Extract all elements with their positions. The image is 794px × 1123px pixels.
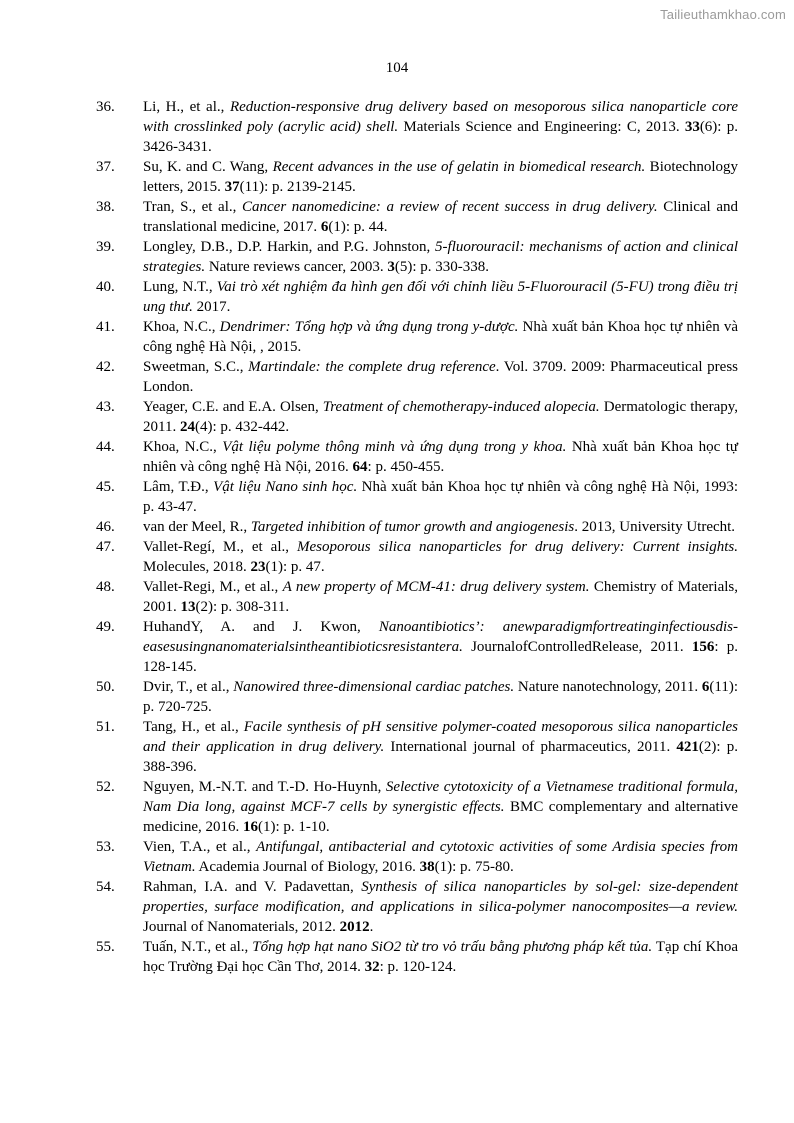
reference-segment: Biotechnology letters, 2015.: [143, 159, 739, 195]
reference-number: 49.: [96, 619, 115, 635]
reference-item: [96, 477, 738, 517]
reference-text: [143, 397, 738, 437]
reference-segment: Vallet-Regí, M., et al.,: [143, 539, 297, 555]
reference-number: 52.: [96, 779, 115, 795]
reference-volume: 16: [242, 819, 258, 835]
reference-item: [96, 777, 738, 837]
reference-text: [143, 437, 738, 477]
reference-segment: Tran, S., et al.,: [143, 199, 243, 215]
reference-text: [143, 777, 738, 837]
reference-segment: Khoa, N.C.,: [143, 319, 220, 335]
reference-volume: 421: [676, 739, 699, 755]
reference-segment: Khoa, N.C.,: [143, 439, 223, 455]
reference-text: [143, 577, 738, 617]
reference-item: [96, 357, 738, 397]
reference-segment: Nature reviews cancer, 2003.: [205, 259, 388, 275]
reference-title: Mesoporous silica nanoparticles for drug delivery: Current insights.: [296, 539, 738, 555]
reference-title: Cancer nanomedicine: a review of recent success in drug delivery.: [242, 199, 658, 215]
reference-segment: .: [369, 919, 374, 935]
reference-number: 48.: [96, 579, 115, 595]
reference-segment: Lung, N.T.,: [143, 279, 217, 295]
reference-item: [96, 277, 738, 317]
reference-segment: International journal of pharmaceutics, 2011.: [384, 739, 677, 755]
reference-item: [96, 837, 738, 877]
reference-item: [96, 197, 738, 237]
reference-text: [143, 477, 738, 517]
reference-number: 50.: [96, 679, 115, 695]
reference-text: [143, 617, 738, 677]
reference-number: 39.: [96, 239, 115, 255]
reference-segment: Nguyen, M.-N.T. and T.-D. Ho-Huynh,: [143, 779, 386, 795]
reference-title: Facile synthesis of pH sensitive polymer-coated mesoporous silica nanoparticles and their application in drug delivery.: [143, 719, 738, 755]
reference-segment: Longley, D.B., D.P. Harkin, and P.G. Johnston,: [143, 239, 436, 255]
reference-segment: Sweetman, S.C.,: [143, 359, 249, 375]
reference-segment: . Vol. 3709. 2009: Pharmaceutical press London.: [143, 359, 738, 395]
reference-title: Dendrimer: Tổng hợp và ứng dụng trong y-dược.: [219, 319, 519, 335]
reference-volume: 32: [364, 959, 380, 975]
reference-segment: : p. 120-124.: [379, 959, 457, 975]
reference-segment: Tang, H., et al.,: [143, 719, 244, 735]
reference-segment: Nhà xuất bản Khoa học tự nhiên và công nghệ Hà Nội, , 2015.: [143, 319, 739, 355]
page-number: 104: [385, 60, 409, 76]
reference-segment: (2): p. 388-396.: [143, 739, 738, 775]
reference-segment: Molecules, 2018.: [143, 559, 251, 575]
reference-volume: 24: [179, 419, 195, 435]
reference-segment: Nhà xuất bản Khoa học tự nhiên và công nghệ Hà Nội, 1993: p. 43-47.: [143, 479, 738, 515]
reference-segment: Chemistry of Materials, 2001.: [143, 579, 738, 615]
reference-number: 41.: [96, 319, 115, 335]
reference-number: 51.: [96, 719, 115, 735]
reference-segment: Su, K. and C. Wang,: [143, 159, 273, 175]
reference-volume: 6: [320, 219, 329, 235]
watermark-text: Tailieuthamkhao.com: [660, 7, 786, 22]
reference-text: [143, 277, 738, 317]
reference-volume: 64: [352, 459, 368, 475]
reference-segment: Dvir, T., et al.,: [143, 679, 234, 695]
reference-text: [143, 937, 738, 977]
reference-title: Targeted inhibition of tumor growth and angiogenesis: [250, 519, 575, 535]
reference-number: 43.: [96, 399, 115, 415]
reference-segment: Nature nanotechnology, 2011.: [514, 679, 702, 695]
reference-segment: (6): p. 3426-3431.: [143, 119, 738, 155]
reference-title: Nanowired three-dimensional cardiac patches.: [233, 679, 515, 695]
reference-text: [143, 97, 738, 157]
reference-volume: 13: [180, 599, 196, 615]
reference-title: A new property of MCM-41: drug delivery system.: [282, 579, 590, 595]
reference-segment: Academia Journal of Biology, 2016.: [195, 859, 420, 875]
reference-segment: (5): p. 330-338.: [394, 259, 489, 275]
reference-item: [96, 937, 738, 977]
reference-title: Selective cytotoxicity of a Vietnamese traditional formula, Nam Dia long, against MCF-7 cells by synergistic effects.: [143, 779, 738, 815]
reference-number: 55.: [96, 939, 115, 955]
reference-item: [96, 157, 738, 197]
reference-number: 37.: [96, 159, 115, 175]
reference-segment: Dermatologic therapy, 2011.: [143, 399, 739, 435]
reference-segment: (2): p. 308-311.: [195, 599, 290, 615]
reference-item: [96, 237, 738, 277]
reference-title: Vai trò xét nghiệm đa hình gen đối với chỉnh liều 5-Fluorouracil (5-FU) trong điều trị ung thư.: [143, 279, 738, 315]
reference-volume: 156: [691, 639, 715, 655]
reference-segment: Vien, T.A., et al.,: [143, 839, 257, 855]
reference-item: [96, 877, 738, 937]
reference-segment: Tuấn, N.T., et al.,: [143, 939, 253, 955]
reference-title: Nanoantibiotics’: anewparadigmfortreatinginfectiousdis-easesusingnanomaterialsintheantibioticsresistantera.: [143, 619, 738, 655]
reference-item: [96, 437, 738, 477]
reference-segment: Tạp chí Khoa học Trường Đại học Cần Thơ, 2014.: [143, 939, 738, 975]
reference-list: [96, 97, 738, 977]
reference-segment: BMC complementary and alternative medicine, 2016.: [143, 799, 738, 835]
reference-volume: 6: [701, 679, 710, 695]
reference-segment: Yeager, C.E. and E.A. Olsen,: [143, 399, 323, 415]
reference-number: 38.: [96, 199, 115, 215]
reference-item: [96, 517, 738, 537]
reference-item: [96, 717, 738, 777]
reference-item: [96, 577, 738, 617]
reference-segment: JournalofControlledRelease, 2011.: [462, 639, 692, 655]
reference-item: [96, 97, 738, 157]
reference-number: 42.: [96, 359, 115, 375]
reference-segment: Rahman, I.A. and V. Padavettan,: [143, 879, 362, 895]
reference-segment: Nhà xuất bản Khoa học tự nhiên và công nghệ Hà Nội, 2016.: [143, 439, 739, 475]
reference-item: [96, 677, 738, 717]
reference-segment: (11): p. 2139-2145.: [239, 179, 356, 195]
reference-volume: 33: [684, 119, 700, 135]
reference-text: [143, 237, 738, 277]
reference-segment: Clinical and translational medicine, 2017.: [143, 199, 738, 235]
reference-segment: . 2013, University Utrecht.: [574, 519, 736, 535]
reference-title: Reduction-responsive drug delivery based on mesoporous silica nanoparticle core with crosslinked poly (acrylic acid) shell.: [143, 99, 738, 135]
reference-segment: Journal of Nanomaterials, 2012.: [143, 919, 340, 935]
reference-segment: (4): p. 432-442.: [194, 419, 290, 435]
reference-segment: HuhandY, A. and J. Kwon,: [143, 619, 379, 635]
reference-volume: 2012: [339, 919, 370, 935]
reference-volume: 37: [224, 179, 240, 195]
reference-text: [143, 537, 738, 577]
reference-title: 5-fluorouracil: mechanisms of action and clinical strategies.: [143, 239, 739, 275]
reference-title: Recent advances in the use of gelatin in biomedical research.: [272, 159, 646, 175]
reference-item: [96, 317, 738, 357]
reference-segment: (1): p. 44.: [328, 219, 388, 235]
reference-title: Vật liệu polyme thông minh và ứng dụng trong y khoa.: [222, 439, 567, 455]
reference-item: [96, 537, 738, 577]
reference-segment: 2017.: [192, 299, 231, 315]
reference-title: Antifungal, antibacterial and cytotoxic activities of some Ardisia species from Vietnam.: [143, 839, 738, 875]
reference-volume: 3: [387, 259, 395, 275]
reference-number: 53.: [96, 839, 115, 855]
reference-segment: (1): p. 75-80.: [434, 859, 514, 875]
reference-number: 47.: [96, 539, 115, 555]
reference-number: 36.: [96, 99, 115, 115]
reference-text: [143, 837, 738, 877]
reference-segment: van der Meel, R.,: [143, 519, 251, 535]
reference-title: Treatment of chemotherapy-induced alopecia.: [322, 399, 600, 415]
reference-text: [143, 317, 738, 357]
reference-number: 44.: [96, 439, 115, 455]
reference-text: [143, 157, 738, 197]
reference-segment: : p. 128-145.: [143, 639, 738, 675]
reference-volume: 23: [250, 559, 266, 575]
reference-item: [96, 617, 738, 677]
reference-volume: 38: [419, 859, 435, 875]
reference-segment: : p. 450-455.: [367, 459, 445, 475]
reference-number: 54.: [96, 879, 115, 895]
reference-segment: Li, H., et al.,: [143, 99, 230, 115]
reference-title: Martindale: the complete drug reference: [248, 359, 496, 375]
reference-text: [143, 357, 738, 397]
reference-text: [143, 717, 738, 777]
reference-title: Vật liệu Nano sinh học.: [213, 479, 358, 495]
reference-number: 46.: [96, 519, 115, 535]
reference-segment: (11): p. 720-725.: [143, 679, 738, 715]
reference-number: 40.: [96, 279, 115, 295]
reference-segment: Lâm, T.Đ.,: [143, 479, 214, 495]
reference-item: [96, 397, 738, 437]
reference-text: [143, 197, 738, 237]
reference-number: 45.: [96, 479, 115, 495]
reference-segment: (1): p. 47.: [265, 559, 325, 575]
reference-text: [143, 877, 738, 937]
reference-text: [143, 517, 738, 537]
reference-segment: Materials Science and Engineering: C, 2013.: [398, 119, 685, 135]
reference-segment: Vallet-Regi, M., et al.,: [143, 579, 283, 595]
reference-text: [143, 677, 738, 717]
reference-segment: (1): p. 1-10.: [257, 819, 330, 835]
reference-title: Synthesis of silica nanoparticles by sol-gel: size-dependent properties, surface modification, and applications in silica-polymer nanocomposites—a review.: [143, 879, 738, 915]
reference-title: Tổng hợp hạt nano SiO2 từ tro vỏ trấu bằng phương pháp kết tủa.: [252, 939, 653, 955]
